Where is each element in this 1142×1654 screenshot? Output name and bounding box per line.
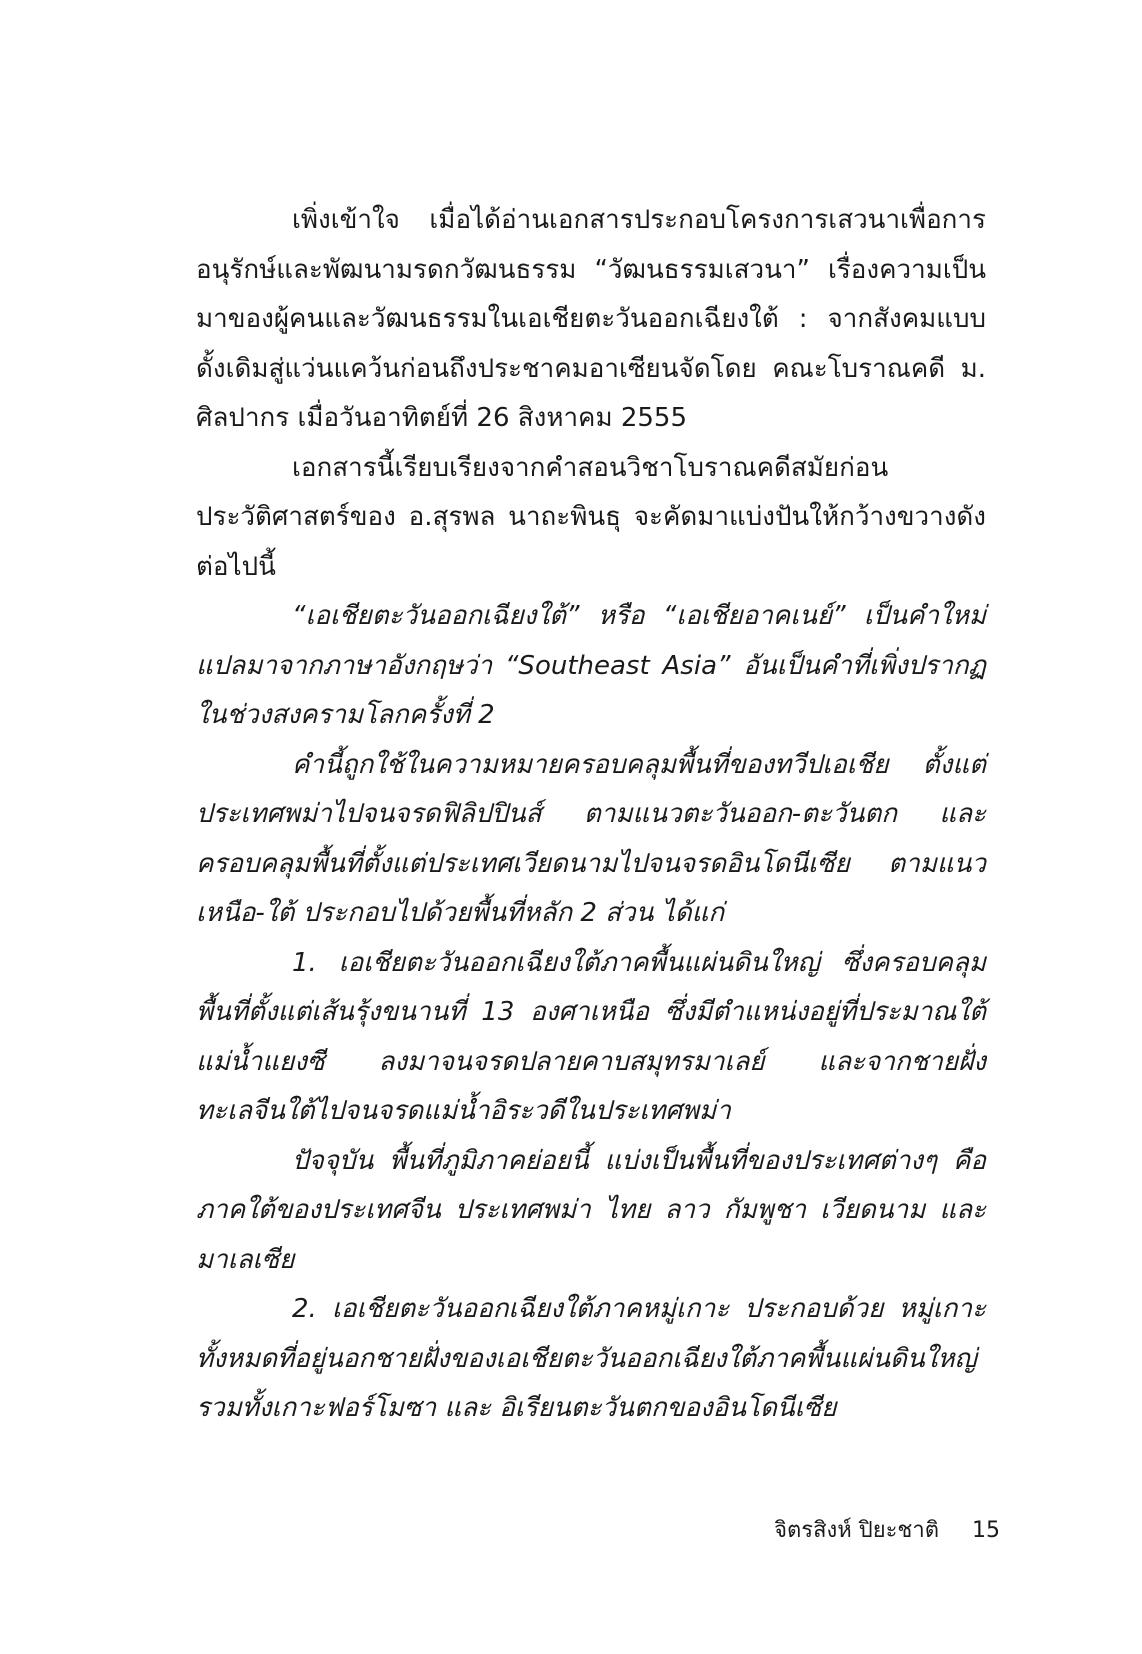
body-text xyxy=(196,196,986,1434)
footer-author: จิตรสิงห์ ปิยะชาติ xyxy=(774,1518,939,1543)
paragraph-mainland-countries: ปัจจุบัน พื้นที่ภูมิภาคย่อยนี้ แบ่งเป็นพื้นที่ของประเทศต่างๆ คือ ภาคใต้ของประเทศจีน ประเทศพม่า ไทย ลาว กัมพูชา เวียดนาม และมาเลเซีย xyxy=(196,1145,986,1275)
paragraph-islands: 2. เอเชียตะวันออกเฉียงใต้ภาคหมู่เกาะ ประกอบด้วย หมู่เกาะทั้งหมดที่อยู่นอกชายฝั่งของเอเชียตะวันออกเฉียงใต้ภาคพื้นแผ่นดินใหญ่ รวมทั้งเกาะฟอร์โมซา และ อิเรียนตะวันตกของอินโดนีเซีย xyxy=(196,1294,986,1423)
paragraph-term-origin: “เอเชียตะวันออกเฉียงใต้” หรือ “เอเชียอาคเนย์” เป็นคำใหม่ แปลมาจากภาษาอังกฤษว่า “Southeast Asia” อันเป็นคำที่เพิ่งปรากฏในช่วงสงครามโลกครั้งที่ 2 xyxy=(196,601,986,730)
page-footer xyxy=(774,1515,1000,1547)
paragraph-source: เอกสารนี้เรียบเรียงจากคำสอนวิชาโบราณคดีสมัยก่อนประวัติศาสตร์ของ อ.สุรพล นาถะพินธุ จะคัดมาแบ่งปันให้กว้างขวางดังต่อไปนี้ xyxy=(196,452,986,582)
page-number: 15 xyxy=(972,1518,1000,1543)
paragraph-mainland: 1. เอเชียตะวันออกเฉียงใต้ภาคพื้นแผ่นดินใหญ่ ซึ่งครอบคลุมพื้นที่ตั้งแต่เส้นรุ้งขนานที่ 13 องศาเหนือ ซึ่งมีตำแหน่งอยู่ที่ประมาณใต้แม่น้ำแยงซี ลงมาจนจรดปลายคาบสมุทรมาเลย์ และจากชายฝั่งทะเลจีนใต้ไปจนจรดแม่น้ำอิระวดีในประเทศพม่า xyxy=(196,947,986,1126)
paragraph-term-scope: คำนี้ถูกใช้ในความหมายครอบคลุมพื้นที่ของทวีปเอเชีย ตั้งแต่ประเทศพม่าไปจนจรดฟิลิปปินส์ ตามแนวตะวันออก-ตะวันตก และครอบคลุมพื้นที่ตั้งแต่ประเทศเวียดนามไปจนจรดอินโดนีเซีย ตามแนวเหนือ-ใต้ ประกอบไปด้วยพื้นที่หลัก 2 ส่วน ได้แก่ xyxy=(196,749,986,928)
paragraph-intro: เพิ่งเข้าใจ เมื่อได้อ่านเอกสารประกอบโครงการเสวนาเพื่อการอนุรักษ์และพัฒนามรดกวัฒนธรรม “วัฒนธรรมเสวนา” เรื่องความเป็นมาของผู้คนและวัฒนธรรมในเอเชียตะวันออกเฉียงใต้ : จากสังคมแบบดั้งเดิมสู่แว่นแคว้นก่อนถึงประชาคมอาเซียนจัดโดย คณะโบราณคดี ม. ศิลปากร เมื่อวันอาทิตย์ที่ 26 สิงหาคม 2555 xyxy=(196,205,986,433)
